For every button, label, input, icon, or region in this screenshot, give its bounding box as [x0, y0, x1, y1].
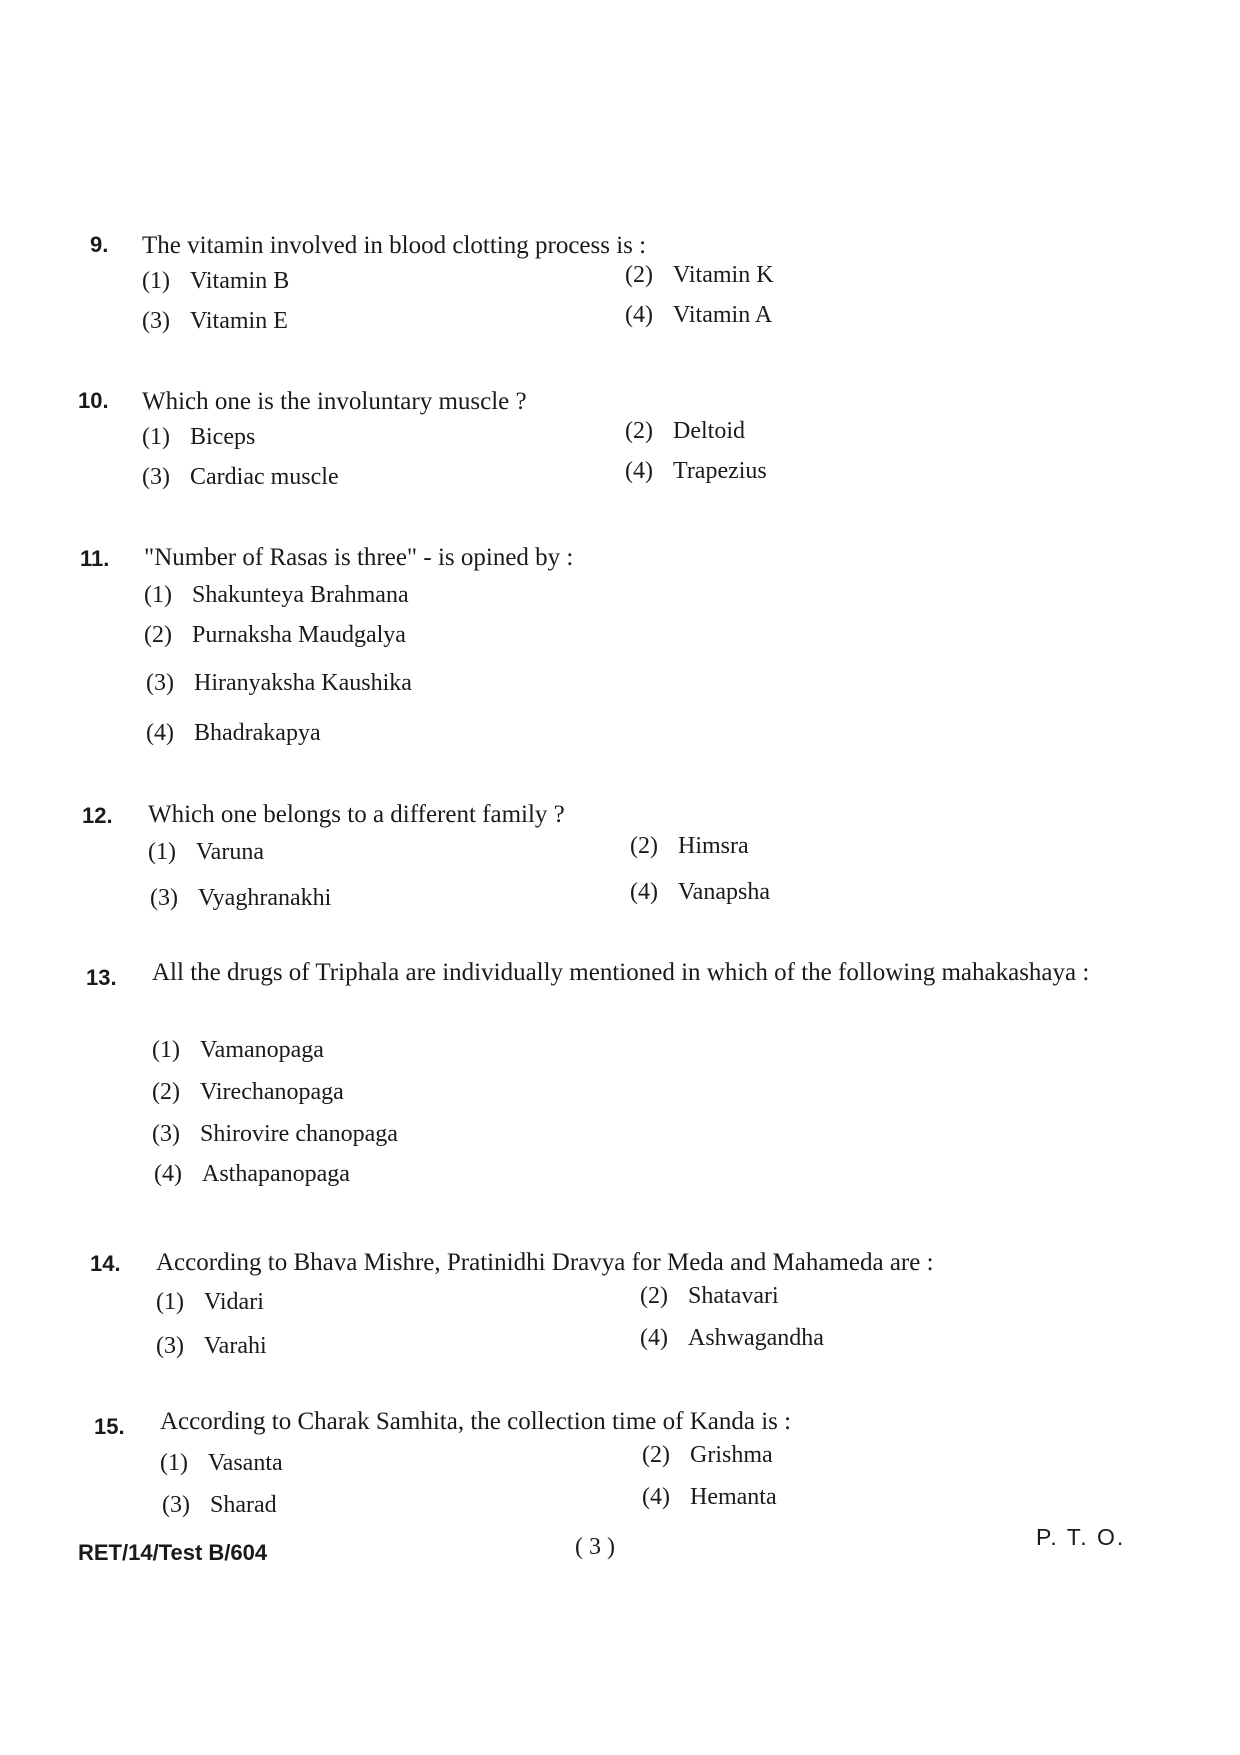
option-number: (3) [150, 885, 178, 911]
option-text: Vitamin K [673, 262, 774, 288]
option-number: (2) [625, 418, 653, 444]
option-text: Vitamin A [673, 302, 773, 328]
option-number: (3) [142, 464, 170, 490]
option-text: Shakunteya Brahmana [192, 582, 409, 608]
option-text: Biceps [190, 424, 256, 450]
option-text: Vitamin E [190, 308, 288, 334]
question-text: Which one belongs to a different family ? [148, 801, 565, 828]
question-number: 15. [94, 1414, 125, 1439]
option-3 [152, 1121, 398, 1148]
option-3 [142, 464, 339, 491]
option-number: (1) [142, 268, 170, 294]
option-4 [625, 302, 772, 329]
question-number: 12. [82, 803, 113, 828]
option-number: (4) [146, 720, 174, 746]
option-text: Hemanta [690, 1484, 777, 1510]
option-number: (3) [146, 670, 174, 696]
option-4 [640, 1325, 824, 1352]
option-number: (1) [148, 839, 176, 865]
option-2 [152, 1079, 344, 1106]
option-2 [625, 418, 745, 445]
option-2 [144, 622, 406, 649]
option-text: Varuna [196, 839, 264, 865]
page-number: ( 3 ) [575, 1534, 615, 1560]
option-2 [640, 1283, 779, 1310]
option-text: Vidari [204, 1289, 264, 1315]
option-number: (2) [625, 262, 653, 288]
option-number: (1) [152, 1037, 180, 1063]
option-number: (3) [156, 1333, 184, 1359]
question-text: According to Bhava Mishre, Pratinidhi Dravya for Meda and Mahameda are : [156, 1249, 934, 1276]
option-text: Vanapsha [678, 879, 770, 905]
option-text: Varahi [204, 1333, 267, 1359]
question-text: Which one is the involuntary muscle ? [142, 388, 527, 415]
option-2 [630, 833, 749, 860]
option-2 [642, 1442, 773, 1469]
option-number: (2) [640, 1283, 668, 1309]
option-text: Purnaksha Maudgalya [192, 622, 406, 648]
option-2 [625, 262, 774, 289]
option-4 [625, 458, 767, 485]
question-text: According to Charak Samhita, the collection time of Kanda is : [160, 1408, 792, 1435]
option-number: (1) [142, 424, 170, 450]
option-1 [142, 268, 289, 295]
option-text: Shirovire chanopaga [200, 1121, 398, 1147]
question-number: 14. [90, 1251, 121, 1276]
question-text: All the drugs of Triphala are individually mentioned in which of the following mahakashaya : [152, 959, 1090, 986]
option-4 [630, 879, 770, 906]
option-text: Vitamin B [190, 268, 290, 294]
option-text: Vamanopaga [200, 1037, 324, 1063]
option-number: (1) [144, 582, 172, 608]
option-number: (2) [144, 622, 172, 648]
option-4 [154, 1161, 350, 1188]
option-3 [150, 885, 331, 912]
option-1 [156, 1289, 264, 1316]
option-number: (3) [142, 308, 170, 334]
option-text: Bhadrakapya [194, 720, 321, 746]
option-text: Virechanopaga [200, 1079, 344, 1105]
option-text: Cardiac muscle [190, 464, 339, 490]
option-number: (4) [640, 1325, 668, 1351]
option-1 [152, 1037, 324, 1064]
option-number: (2) [642, 1442, 670, 1468]
option-number: (4) [642, 1484, 670, 1510]
question-number: 10. [78, 388, 109, 413]
question-number: 11. [80, 546, 110, 571]
option-number: (3) [152, 1121, 180, 1147]
option-text: Deltoid [673, 418, 745, 444]
option-text: Vasanta [208, 1450, 283, 1476]
option-text: Sharad [210, 1492, 277, 1518]
option-4 [642, 1484, 777, 1511]
option-3 [156, 1333, 267, 1360]
option-text: Hiranyaksha Kaushika [194, 670, 412, 696]
question-number: 9. [90, 232, 109, 257]
option-text: Vyaghranakhi [198, 885, 332, 911]
option-3 [162, 1492, 277, 1519]
option-1 [148, 839, 264, 866]
option-1 [144, 582, 409, 609]
option-text: Grishma [690, 1442, 773, 1468]
option-text: Ashwagandha [688, 1325, 824, 1351]
option-3 [146, 670, 412, 697]
option-number: (4) [625, 458, 653, 484]
option-1 [160, 1450, 283, 1477]
option-number: (4) [625, 302, 653, 328]
option-number: (2) [630, 833, 658, 859]
please-turn-over: P. T. O. [1036, 1524, 1126, 1550]
option-text: Himsra [678, 833, 749, 859]
option-text: Shatavari [688, 1283, 779, 1309]
option-number: (1) [160, 1450, 188, 1476]
option-number: (4) [630, 879, 658, 905]
option-number: (4) [154, 1161, 182, 1187]
option-1 [142, 424, 255, 451]
question-text: The vitamin involved in blood clotting process is : [142, 232, 647, 259]
option-text: Trapezius [673, 458, 767, 484]
option-3 [142, 308, 288, 335]
option-text: Asthapanopaga [202, 1161, 350, 1187]
option-number: (2) [152, 1079, 180, 1105]
question-text: "Number of Rasas is three" - is opined by : [144, 544, 574, 571]
option-number: (3) [162, 1492, 190, 1518]
option-4 [146, 720, 321, 747]
option-number: (1) [156, 1289, 184, 1315]
question-number: 13. [86, 965, 117, 990]
paper-code: RET/14/Test B/604 [78, 1540, 268, 1565]
